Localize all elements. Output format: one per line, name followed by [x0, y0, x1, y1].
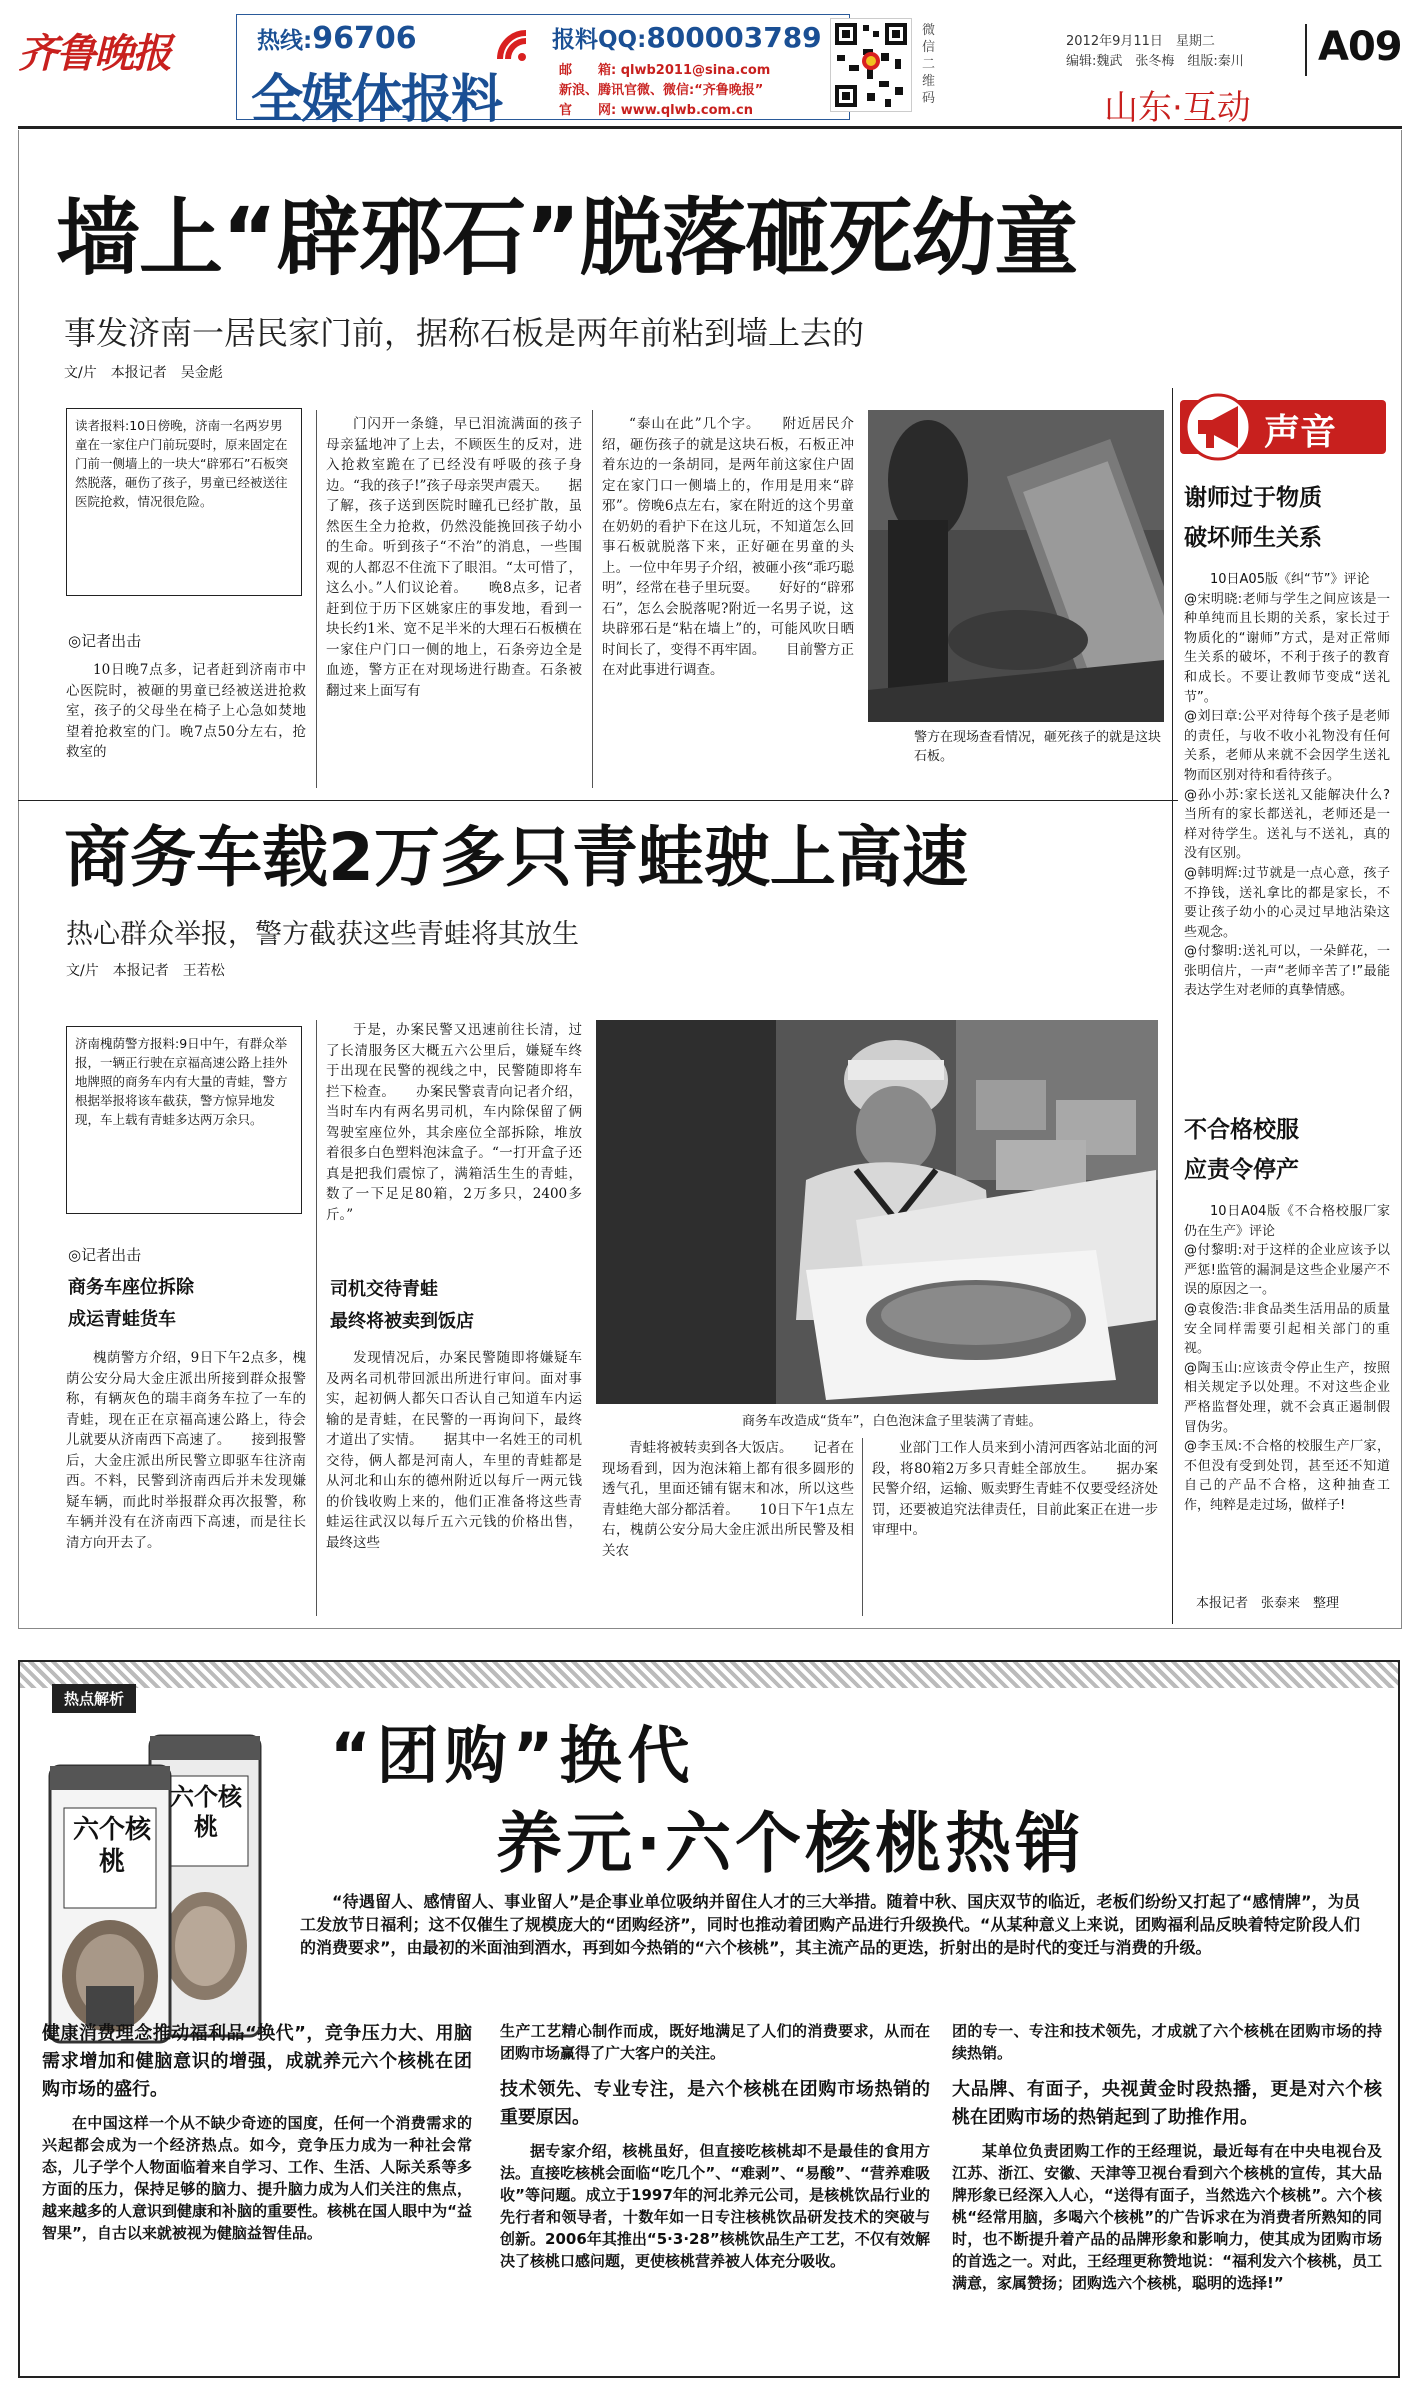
voice-heading1: 谢师过于物质 破坏师生关系: [1184, 485, 1322, 551]
ad-title1: “团购”换代: [330, 1719, 696, 1792]
signal-icon: [492, 25, 552, 69]
col-divider: [592, 410, 593, 788]
story2-subhead2: 司机交待青蛙 最终将被卖到饭店: [330, 1279, 474, 1332]
story1-lead-box: 读者报料:10日傍晚，济南一名两岁男童在一家住户门前玩耍时，原来固定在门前一侧墙上的一块大“辟邪石”石板突然脱落，砸伤了孩子，男童已经被送往医院抢救，情况很危险。: [66, 408, 302, 596]
story2-tag: ◎记者出击: [68, 1246, 142, 1264]
story2-headline: 商务车载2万多只青蛙驶上高速: [64, 819, 968, 896]
col-divider: [862, 1438, 863, 1616]
report-banner: [236, 14, 850, 130]
col-divider: [316, 410, 317, 788]
ad-title2: 养元·六个核桃热销: [496, 1805, 1086, 1882]
story1-col3: “泰山在此”几个字。 附近居民介绍，砸伤孩子的就是这块石板，石板正冲着东边的一条胡同，是两年前这家住户固定在家门口一侧墙上的，作用是用来“辟邪”。傍晚6点左右，家在附近的这个男童在奶奶的看护下在这儿玩，不知道怎么回事石板就脱落下来，正好砸在男童的头上。一位中年男子介绍，被砸小孩“乖巧聪明”，经常在巷子里玩耍。 好好的“辟邪石”，怎么会脱落呢?附近一名男子说，这块辟邪石是“粘在墙上”的，可能风吹日晒时间长了，变得不再牢固。 目前警方正在对此事进行调查。: [602, 416, 854, 678]
ad-stripe: [20, 1662, 1398, 1688]
product-cans: [30, 1716, 290, 2046]
story2-subhead: 热心群众举报，警方截获这些青蛙将其放生: [66, 919, 579, 950]
story2-photo: [596, 1020, 1158, 1404]
qr-label: 微信二维码: [922, 23, 936, 106]
can-label-right: 六个核桃: [170, 1783, 242, 1841]
voice-comments2: 10日A04版《不合格校服厂家仍在生产》评论 @付黎明:对于这样的企业应该予以严惩!监管的漏洞是这些企业屡产不误的原因之一。 @袁俊浩:非食品类生活用品的质量安全同样需要引起相关部门的重视。 @陶玉山:应该责令停止生产，按照相关规定予以处理。不对这些企业严格监督处理，就不会真正遏制假冒伪劣。 @李玉凤:不合格的校服生产厂家，不但没有受到处罚，甚至还不知道自己的产品不合格，这种抽查工作，纯粹是走过场，做样子!: [1184, 1204, 1390, 1513]
newspaper-logo: 齐鲁晚报: [18, 30, 170, 77]
issue-date: 2012年9月11日 星期二: [1066, 34, 1215, 49]
story2-col3: 青蛙将被转卖到各大饭店。 记者在现场看到，因为泡沫箱上都有很多圆形的透气孔，里面还铺有锯末和冰，所以这些青蛙绝大部分都活着。 10日下午1点左右，槐荫公安分局大金庄派出所民警及相关农: [602, 1440, 854, 1559]
story1-tag: ◎记者出击: [68, 632, 142, 650]
story1-subhead: 事发济南一居民家门前，据称石板是两年前粘到墙上去的: [64, 314, 865, 352]
voice-credit: 本报记者 张泰来 整理: [1196, 1596, 1340, 1611]
report-title: 全媒体报料: [251, 70, 502, 130]
story1-col1: 10日晚7点多，记者赶到济南市中心医院时，被砸的男童已经被送进抢救室，孩子的父母坐在椅子上心急如焚地望着抢救室的门。晚7点50分左右，抢救室的: [66, 662, 306, 760]
qq-label: 报料QQ:: [552, 27, 647, 53]
story2-col1: 槐荫警方介绍，9日下午2点多，槐荫公安分局大金庄派出所接到群众报警称，有辆灰色的瑞丰商务车拉了一车的青蛙，现在正在京福高速公路上，待会儿就要从济南西下高速了。 接到报警后，大金庄派出所民警立即驱车往济南西。不料，民警到济南西后并未发现嫌疑车辆，而此时举报群众再次报警，称车辆并没有在济南西下高速，而是往长清方向开去了。: [66, 1350, 306, 1551]
weibo-line: 新浪、腾讯官微、微信:“齐鲁晚报”: [559, 83, 764, 98]
ad-col3: 团的专一、专注和技术领先，才成就了六个核桃在团购市场的持续热销。 大品牌、有面子，央视黄金时段热播，更是对六个核桃在团购市场的热销起到了助推作用。 某单位负责团购工作的王经理说，最近每有在中央电视台及江苏、浙江、安徽、天津等卫视台看到六个核桃的宣传，其大品牌形象已经深入人心，“送得有面子，当然选六个核桃”。六个核桃“经常用脑，多喝六个核桃”的广告诉求在为消费者所熟知的同时，也不断提升着产品的品牌形象和影响力，使其成为团购市场的首选之一。对此，王经理更称赞地说：“福利发六个核桃，员工满意，家属赞扬；团购选六个核桃，聪明的选择!”: [952, 2022, 1382, 2292]
ad-intro: “待遇留人、感情留人、事业留人”是企事业单位吸纳并留住人才的三大举措。随着中秋、国庆双节的临近，老板们纷纷又打起了“感情牌”，为员工发放节日福利；这不仅催生了规模庞大的“团购经济”，同时也推动着团购产品进行升级换代。“从某种意义上来说，团购福利品反映着特定阶段人们的消费要求”，由最初的米面油到酒水，再到如今热销的“六个核桃”，其主流产品的更迭，折射出的是时代的变迁与消费的升级。: [300, 1892, 1360, 1957]
voice-banner: 声音: [1180, 390, 1386, 464]
story2-subhead1: 商务车座位拆除 成运青蛙货车: [68, 1277, 194, 1330]
page-number: A09: [1318, 24, 1402, 70]
story1-col2: 门闪开一条缝，早已泪流满面的孩子母亲猛地冲了上去，不顾医生的反对，进入抢救室跪在了已经没有呼吸的孩子身边。“我的孩子!”孩子母亲哭声震天。 据了解，孩子送到医院时瞳孔已经扩散，虽然医生全力抢救，仍然没能挽回孩子幼小的生命。听到孩子“不治”的消息，一些围观的人都忍不住流下了眼泪。“太可惜了，这么小。”人们议论着。 晚8点多，记者赶到位于历下区姚家庄的事发地，看到一块长约1米、宽不足半米的大理石石板横在一家住户门口一侧的地上，石条旁边全是血迹，警方正在对现场进行勘查。石条被翻过来上面写有: [326, 416, 582, 699]
ad-col2: 生产工艺精心制作而成，既好地满足了人们的消费要求，从而在团购市场赢得了广大客户的关注。 技术领先、专业专注，是六个核桃在团购市场热销的重要原因。 据专家介绍，核桃虽好，但直接吃核桃却不是最佳的食用方法。直接吃核桃会面临“吃几个”、“难剥”、“易酸”、“营养难吸收”等问题。成立于1997年的河北养元公司，是核桃饮品行业的先行者和领导者，十数年如一日专注核桃饮品研发技术的突破与创新。2006年其推出“5·3·28”核桃饮品生产工艺，不仅有效解决了核桃口感问题，更使核桃营养被人体充分吸收。: [500, 2022, 930, 2270]
email-line: 邮 箱: qlwb2011@sina.com: [559, 63, 771, 78]
hotline-label: 热线:: [257, 28, 313, 54]
story1-photo: [868, 410, 1164, 722]
sidebar-divider: [1172, 388, 1173, 1624]
qq-number: 800003789: [646, 21, 822, 54]
masthead-rule: [18, 126, 1402, 129]
story2-lead-box: 济南槐荫警方报料:9日中午，有群众举报，一辆正行驶在京福高速公路上挂外地牌照的商务车内有大量的青蛙，警方根据举报将该车截获，警方惊异地发现，车上载有青蛙多达两万余只。: [66, 1026, 302, 1214]
story2-caption: 商务车改造成“货车”，白色泡沫盒子里装满了青蛙。: [742, 1414, 1042, 1429]
ad-tag: 热点解析: [52, 1684, 136, 1713]
page-divider: [1305, 24, 1307, 76]
qr-code: [830, 18, 912, 112]
story2-byline: 文/片 本报记者 王若松: [66, 963, 225, 979]
voice-heading2: 不合格校服 应责令停产: [1184, 1117, 1299, 1183]
story2-col2b: 发现情况后，办案民警随即将嫌疑车及两名司机带回派出所进行审问。面对事实，起初俩人都矢口否认自己知道车内运输的是青蛙，在民警的一再询问下，最终才道出了实情。 据其中一名姓王的司机交待，俩人都是河南人，车里的青蛙都是从河北和山东的德州附近以每斤一两元钱的价钱收购上来的，他们正准备将这些青蛙运往武汉以每斤五六元钱的价格出售，最终这些: [326, 1350, 582, 1551]
editor-credits: 编辑:魏武 张冬梅 组版:秦川: [1066, 54, 1244, 69]
story-divider: [18, 800, 1178, 801]
story1-caption: 警方在现场查看情况，砸死孩子的就是这块石板。: [914, 730, 1162, 764]
story2-col4: 业部门工作人员来到小清河西客站北面的河段，将80箱2万多只青蛙全部放生。 据办案民警介绍，运输、贩卖野生青蛙不仅要受经济处罚，还要被追究法律责任，目前此案正在进一步审理中。: [872, 1440, 1158, 1538]
hotline-number: 96706: [312, 21, 417, 56]
col-divider: [316, 1020, 317, 1616]
section-name: 山东·互动: [1104, 88, 1251, 128]
story2-col2a: 于是，办案民警又迅速前往长清，过了长清服务区大概五六公里后，嫌疑车终于出现在民警的视线之中，民警随即将车拦下检查。 办案民警袁青向记者介绍，当时车内有两名男司机，车内除保留了俩驾驶室座位外，其余座位全部拆除，堆放着很多白色塑料泡沫盒子。“一打开盒子还真是把我们震惊了，满箱活生生的青蛙，数了一下足足80箱，2万多只，2400多斤。”: [326, 1022, 582, 1223]
site-line: 官 网: www.qlwb.com.cn: [559, 103, 753, 118]
voice-comments1: 10日A05版《纠“节”》评论 @宋明晓:老师与学生之间应该是一种单纯而且长期的关系，家长过于物质化的“谢师”方式，是对正常师生关系的破坏，不利于孩子的教育和成长。不要让教师节变成“送礼节”。 @刘曰章:公平对待每个孩子是老师的责任，与收不收小礼物没有任何关系，老师从来就不会因学生送礼物而区别对待和看待孩子。 @孙小苏:家长送礼又能解决什么?当所有的家长都送礼，老师还是一样对待学生。送礼与不送礼，真的没有区别。 @韩明辉:过节就是一点心意，孩子不挣钱，送礼拿比的都是家长，不要让孩子幼小的心灵过早地沾染这些观念。 @付黎明:送礼可以，一朵鲜花，一张明信片，一声“老师辛苦了!”最能表达学生对老师的真挚情感。: [1184, 572, 1390, 999]
can-label-left: 六个核桃: [72, 1815, 151, 1877]
story1-byline: 文/片 本报记者 吴金彪: [64, 365, 223, 381]
story1-headline: 墙上“辟邪石”脱落砸死幼童: [56, 189, 1078, 287]
ad-col1: 健康消费理念推动福利品“换代”，竞争压力大、用脑需求增加和健脑意识的增强，成就养元六个核桃在团购市场的盛行。 在中国这样一个从不缺少奇迹的国度，任何一个消费需求的兴起都会成为一个经济热点。如今，竞争压力成为一种社会常态，儿子学个人物面临着来自学习、工作、生活、人际关系等多方面的压力，保持足够的脑力、提升脑力成为人们关注的焦点，越来越多的人意识到健康和补脑的重要性。核桃在国人眼中为“益智果”，自古以来就被视为健脑益智佳品。: [42, 2023, 472, 2242]
megaphone-icon: [1184, 390, 1270, 468]
